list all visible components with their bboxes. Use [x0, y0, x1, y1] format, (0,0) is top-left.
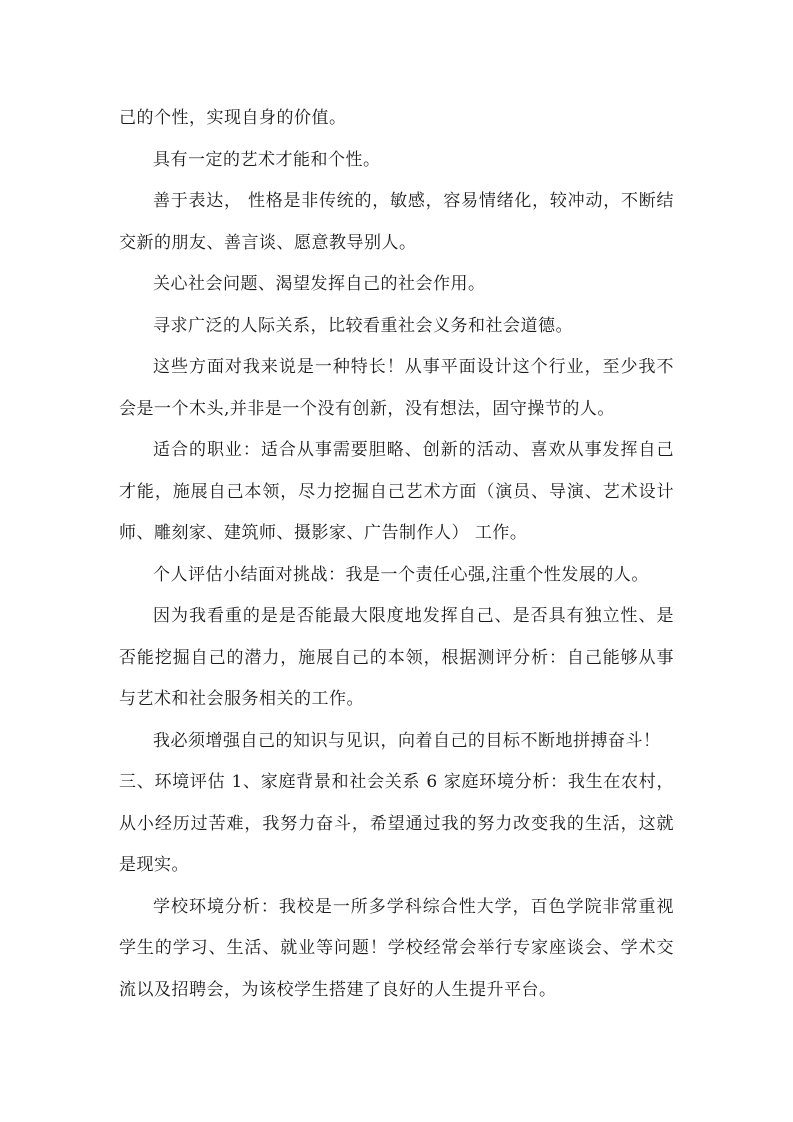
- paragraph-4: 关心社会问题、渴望发挥自己的社会作用。: [153, 274, 486, 294]
- paragraph-6: 这些方面对我来说是一种特长！从事平面设计这个行业，至少我不会是一个木头,并非是一个没有创新，没有想法，固守操节的人。: [119, 357, 674, 419]
- paragraph-3: 善于表达， 性格是非传统的，敏感，容易情绪化，较冲动，不断结交新的朋友、善言谈、愿意教导别人。: [119, 191, 674, 253]
- paragraph-8: 个人评估小结面对挑战：我是一个责任心强,注重个性发展的人。: [153, 564, 649, 585]
- paragraph-12: 学校环境分析：我校是一所多学科综合性大学，百色学院非常重视学生的学习、生活、就业等问题！学校经常会举行专家座谈会、学术交流以及招聘会，为该校学生搭建了良好的人生提升平台。: [119, 896, 674, 1000]
- paragraph-2: 具有一定的艺术才能和个性。: [153, 149, 381, 170]
- paragraph-10: 我必须增强自己的知识与见识，向着自己的目标不断地拼搏奋斗！: [153, 730, 661, 751]
- paragraph-7: 适合的职业：适合从事需要胆略、创新的活动、喜欢从事发挥自己才能，施展自己本领，尽力挖掘自己艺术方面（演员、导演、艺术设计师、雕刻家、建筑师、摄影家、广告制作人） 工作。: [119, 440, 674, 543]
- paragraph-11: 三、环境评估 1、家庭背景和社会关系 6 家庭环境分析：我生在农村，从小经历过苦难，我努力奋斗，希望通过我的努力改变我的生活，这就是现实。: [119, 772, 674, 875]
- paragraph-9: 因为我看重的是是否能最大限度地发挥自己、是否具有独立性、是否能挖掘自己的潜力，施展自己的本领，根据测评分析：自己能够从事与艺术和社会服务相关的工作。: [119, 606, 674, 709]
- paragraph-1: 己的个性，实现自身的价值。: [119, 108, 347, 128]
- document-body: [119, 98, 674, 1011]
- paragraph-5: 寻求广泛的人际关系，比较看重社会义务和社会道德。: [153, 315, 573, 336]
